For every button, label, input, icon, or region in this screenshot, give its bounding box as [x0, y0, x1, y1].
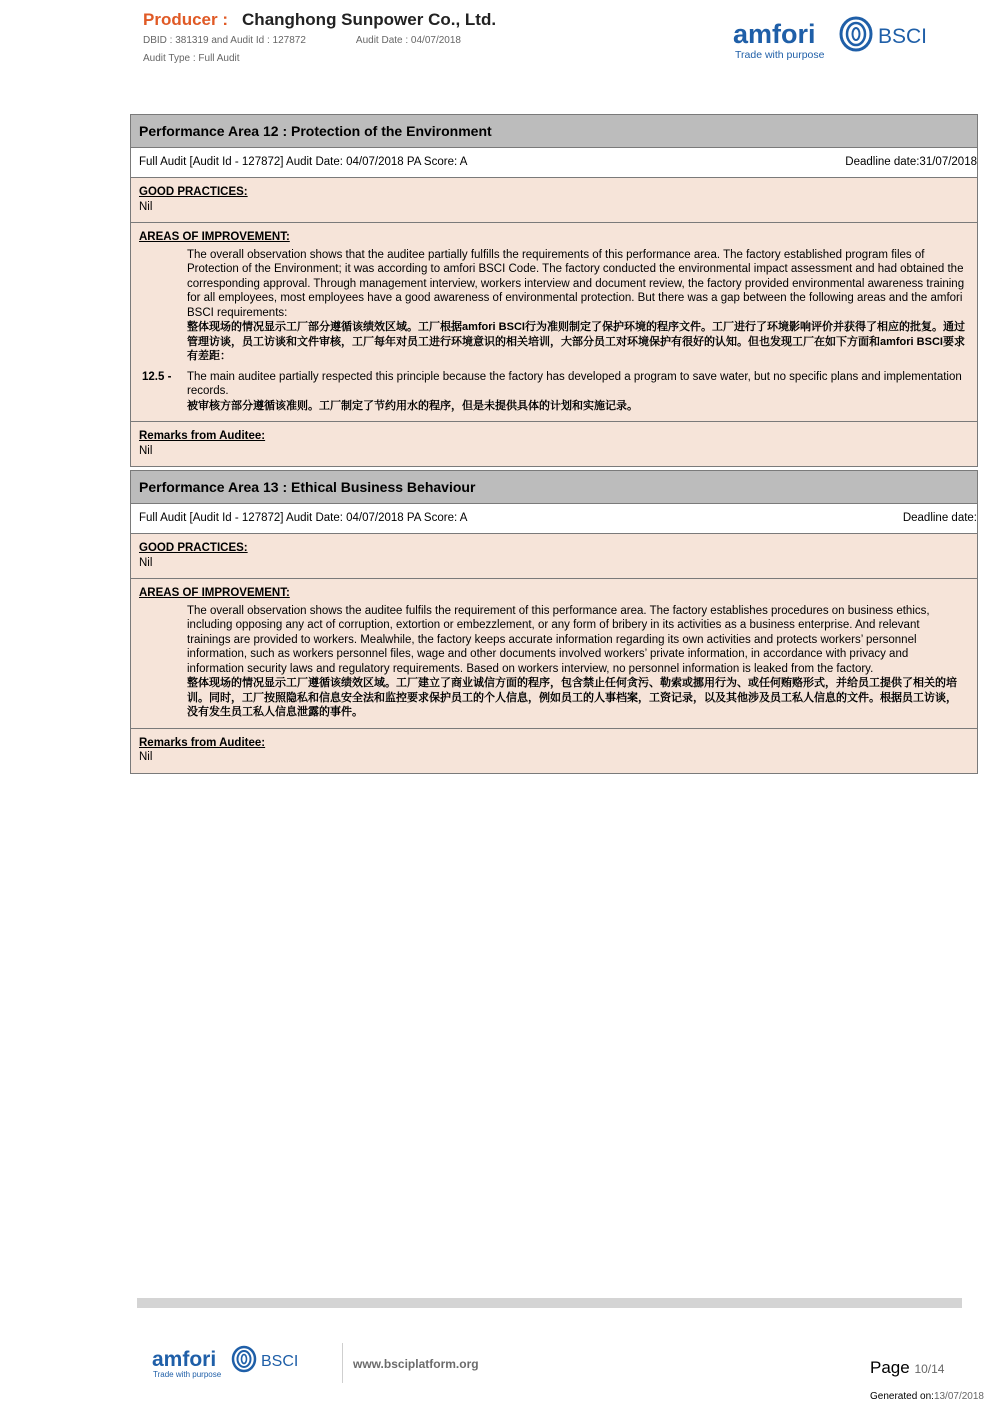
areas-of-improvement-block: [131, 579, 977, 729]
good-practices-text: Nil: [139, 200, 153, 213]
footer-divider-bar: [137, 1298, 962, 1308]
areas-text-en: The overall observation shows that the auditee partially fulfills the requirements of this performance area. The factory established program files of Protection of the Environment; it was according to amfori BSCI Code. The factory conducted the environmental impact assessment and had obtained the corresponding approval. Through management interview, workers interview and document review, the factory provided environmental awareness training for all employees, most employees have a good awareness of environmental protection. But there was a gap between the following areas and the amfori BSCI requirements:: [187, 248, 965, 319]
logo-brand-text: amfori: [733, 19, 816, 49]
producer-label: Producer :: [143, 10, 229, 29]
good-practices-block: [131, 178, 977, 223]
good-practices-heading: GOOD PRACTICES:: [139, 542, 248, 554]
audit-info-text: Full Audit [Audit Id - 127872] Audit Date: 04/07/2018 PA Score: A: [139, 512, 468, 524]
remarks-text: Nil: [139, 751, 153, 763]
remarks-text: Nil: [139, 444, 153, 457]
footer-vertical-divider: [342, 1343, 343, 1383]
finding-text-cn: 被审核方部分遵循该准则。工厂制定了节约用水的程序，但是未提供具体的计划和实施记录。: [187, 399, 638, 412]
dbid-text: DBID : 381319 and Audit Id : 127872: [143, 35, 306, 46]
performance-area-12: [130, 114, 978, 467]
areas-observation: [187, 248, 965, 364]
remarks-block: [131, 422, 977, 466]
company-name: Changhong Sunpower Co., Ltd.: [242, 10, 497, 29]
areas-heading: AREAS OF IMPROVEMENT:: [139, 231, 290, 243]
amfori-mark-icon: [841, 18, 871, 50]
amfori-bsci-logo: [733, 16, 933, 66]
finding-text: [187, 370, 965, 414]
good-practices-block: [131, 534, 977, 579]
deadline-text: Deadline date:: [902, 512, 977, 524]
generated-label: Generated on:: [870, 1391, 934, 1402]
producer-line: [143, 10, 496, 30]
footer-logo-tagline-text: Trade with purpose: [153, 1370, 222, 1379]
page-label: Page: [870, 1358, 910, 1377]
logo-program-text: BSCI: [878, 25, 928, 48]
footer-amfori-bsci-logo: [152, 1345, 302, 1381]
finding-number: 12.5 -: [142, 370, 172, 383]
areas-observation: [187, 604, 965, 720]
website-link[interactable]: www.bsciplatform.org: [353, 1357, 479, 1371]
areas-text-cn: 整体现场的情况显示工厂遵循该绩效区域。工厂建立了商业诚信方面的程序，包含禁止任何贪污、勒索或挪用行为、或任何贿赂形式，并给员工提供了相关的培训。同时，工厂按照隐私和信息安全法和监控要求保护员工的个人信息，例如员工的人事档案，工资记录，以及其他涉及员工私人信息的文件。根据员工访谈，没有发生员工私人信息泄露的事件。: [187, 677, 957, 718]
footer-logo-program-text: BSCI: [261, 1353, 299, 1370]
section-info: [131, 148, 977, 178]
deadline-text: Deadline date:31/07/2018: [845, 156, 977, 168]
remarks-heading: Remarks from Auditee:: [139, 736, 266, 749]
finding-item: [139, 370, 969, 414]
footer-logo-brand-text: amfori: [152, 1348, 217, 1371]
areas-text-cn: 整体现场的情况显示工厂部分遵循该绩效区域。工厂根据amfori BSCI行为准则制定了保护环境的程序文件。工厂进行了环境影响评价并获得了相应的批复。通过管理访谈，员工访谈和文件审核，工厂每年对员工进行环境意识的相关培训，大部分员工对环境保护有很好的认知。但也发现工厂在如下方面和amfori BSCI要求有差距：: [187, 321, 965, 362]
good-practices-text: Nil: [139, 556, 153, 569]
generated-on: [870, 1391, 984, 1402]
logo-tagline-text: Trade with purpose: [735, 49, 825, 61]
good-practices-heading: GOOD PRACTICES:: [139, 186, 248, 198]
audit-type-text: Audit Type : Full Audit: [143, 53, 240, 64]
page-number: [870, 1358, 944, 1378]
remarks-block: [131, 729, 977, 773]
page-header: [143, 10, 983, 70]
section-title: Performance Area 12 : Protection of the Environment: [131, 115, 977, 148]
footer-amfori-mark-icon: [233, 1347, 255, 1371]
areas-heading: AREAS OF IMPROVEMENT:: [139, 587, 290, 599]
section-info: [131, 504, 977, 534]
remarks-heading: Remarks from Auditee:: [139, 430, 266, 442]
audit-info-text: Full Audit [Audit Id - 127872] Audit Date: 04/07/2018 PA Score: A: [139, 156, 468, 168]
section-title: Performance Area 13 : Ethical Business Behaviour: [131, 471, 977, 504]
audit-meta-line: [143, 35, 461, 46]
performance-area-13: [130, 470, 978, 774]
audit-date-text: Audit Date : 04/07/2018: [355, 35, 461, 46]
areas-text-en: The overall observation shows the auditee fulfils the requirement of this performance area. The factory establishes procedures on business ethics, including opposing any act of corruption, extortion or embezzlement, or any form of bribery in its activities as a business enterprise. And relevant trainings are provided to workers. Mealwhile, the factory keeps accurate information regarding its own activities and protects workers’ personnel information, such as workers personnel files, wage and other documents involved workers’ private information, in accordance with privacy and information security laws and regulatory requirements. Based on workers interview, no personnel information is leaked from the factory.: [187, 604, 930, 675]
finding-text-en: The main auditee partially respected this principle because the factory has developed a program to save water, but no specific plans and implementation records.: [187, 370, 962, 397]
generated-date: 13/07/2018: [933, 1391, 984, 1402]
page-number-value: 10/14: [914, 1362, 945, 1376]
areas-of-improvement-block: [131, 223, 977, 422]
